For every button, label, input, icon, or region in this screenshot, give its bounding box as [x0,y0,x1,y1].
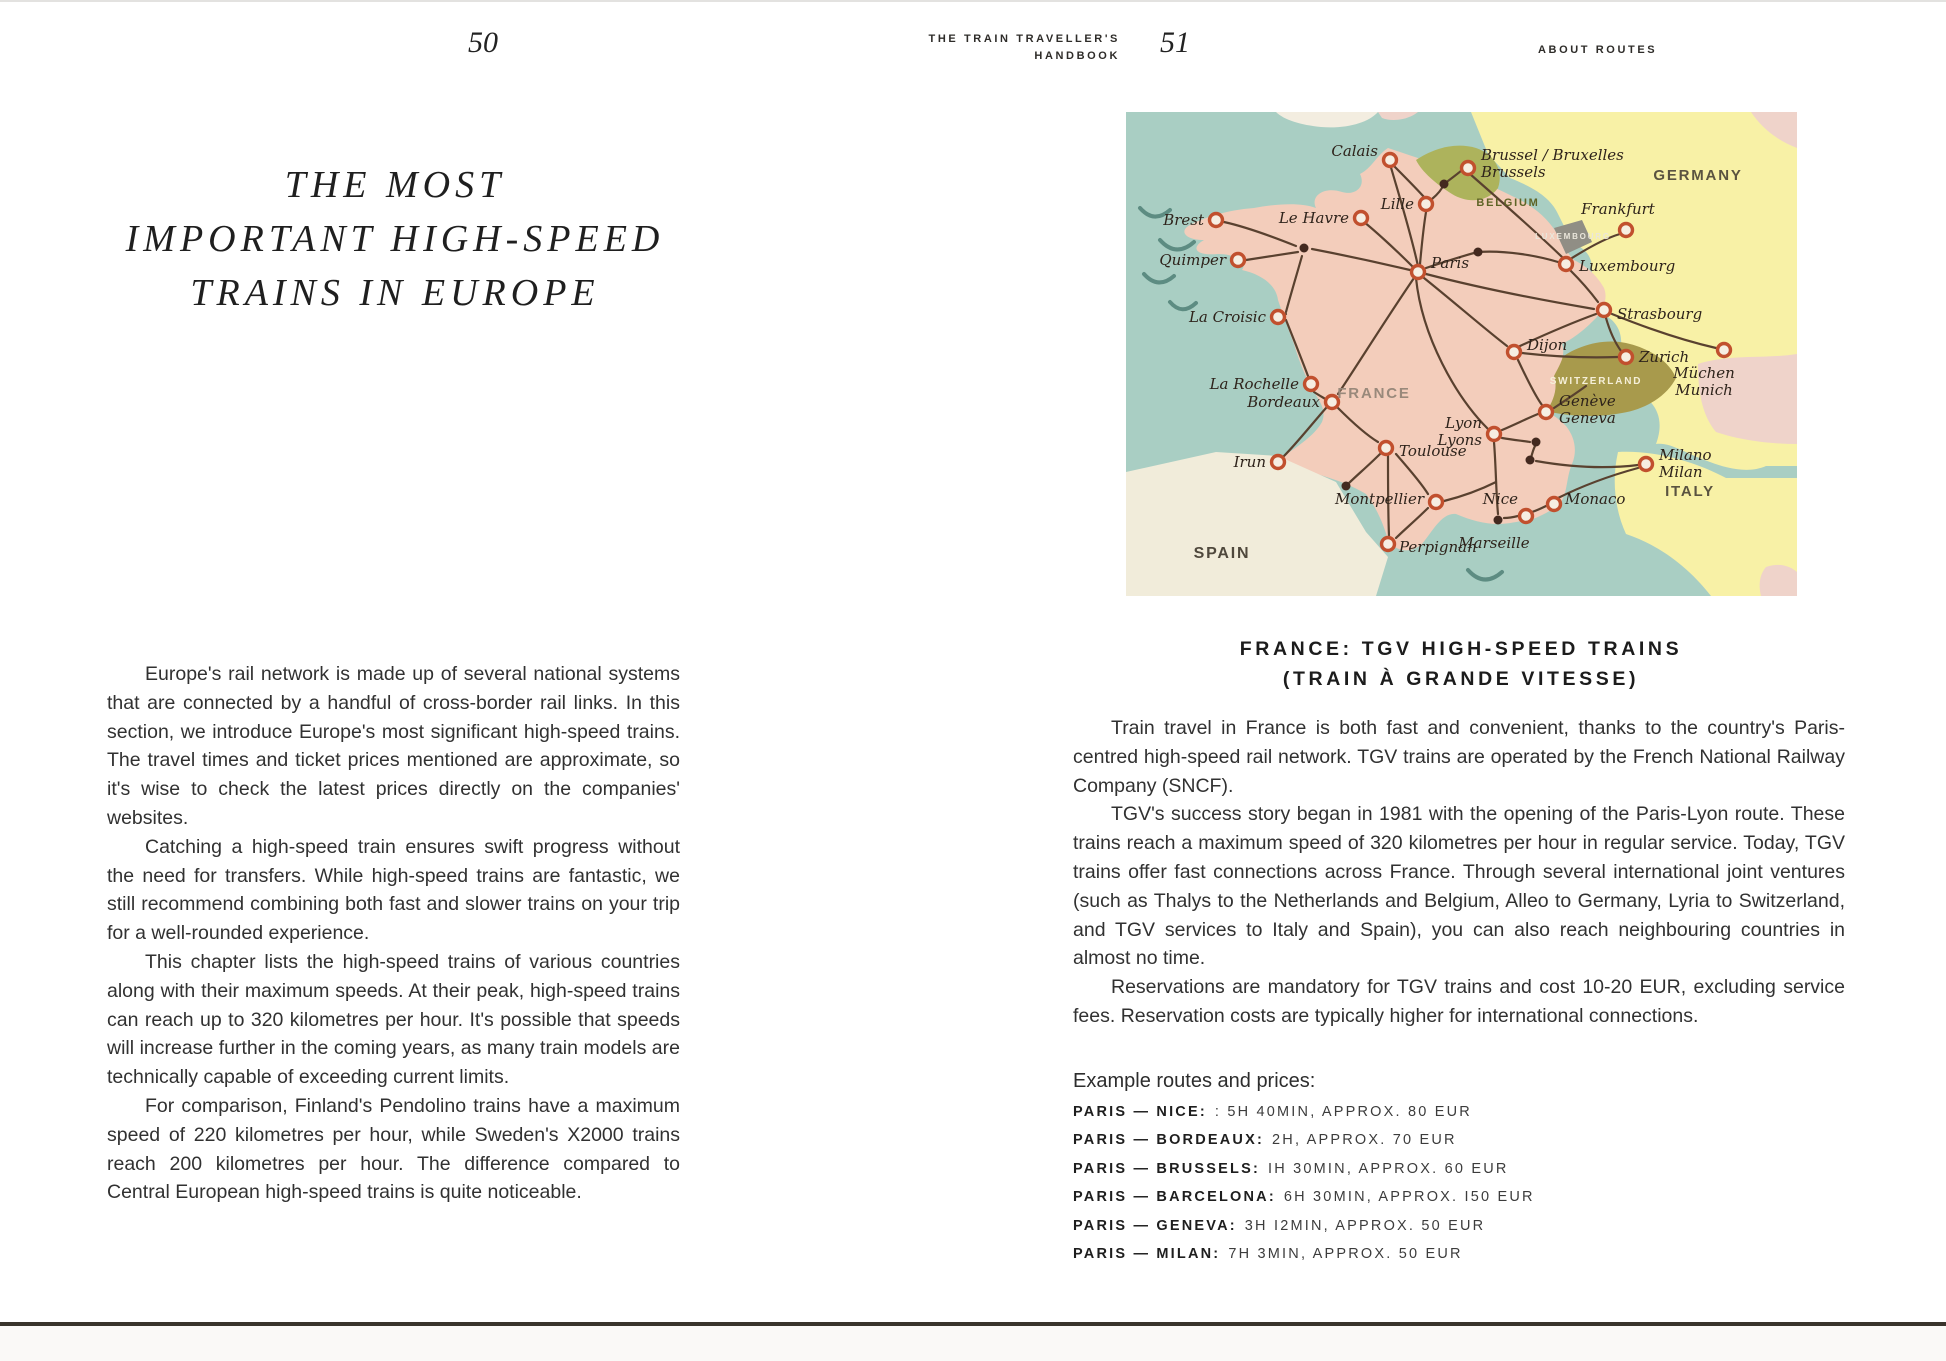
route-list [1073,1104,1845,1274]
city-ring-marker [1430,496,1443,509]
city-ring-marker [1620,351,1633,364]
page-number-right: 51 [1160,26,1190,59]
page-number-left: 50 [468,26,498,59]
city-label: Frankfurt [1581,200,1655,218]
article-title-line: THE MOST [284,164,506,206]
paragraph: This chapter lists the high-speed trains of various countries along with their maximum speeds. At their peak, high-speed trains can reach up to 320 kilometres per hour. It's possible that speeds will increase further in the coming years, as many train models are technically capable of exceeding current limits. [107,950,680,1089]
city-ring-marker [1508,346,1521,359]
city-label: Zurich [1639,348,1690,366]
city-label: Müchen Munich [1673,364,1735,399]
city-label: La Rochelle [1209,375,1299,393]
city-ring-marker [1488,428,1501,441]
country-label: SWITZERLAND [1549,376,1643,387]
city-ring-marker [1232,254,1245,267]
paragraph: Europe's rail network is made up of several national systems that are connected by a handful of cross-border rail links. In this section, we introduce Europe's most significant high-speed trains. The travel times and ticket prices mentioned are approximate, so it's wise to check the latest prices directly on the companies' websites. [107,663,680,829]
city-ring-marker [1718,344,1731,357]
france-tgv-map [1126,112,1797,596]
city-ring-marker [1620,224,1633,237]
city-label: Toulouse [1399,442,1467,460]
route-row [1073,1104,1845,1132]
city-label: Monaco [1565,490,1626,508]
city-dot-marker [1440,180,1449,189]
city-label: Le Havre [1278,209,1349,227]
city-ring-marker [1305,378,1318,391]
route-details: : 5H 40MIN, APPROX. 80 EUR [1214,1104,1472,1120]
city-label: Lille [1380,195,1414,213]
route-details: IH 30MIN, APPROX. 60 EUR [1267,1160,1509,1177]
city-ring-marker [1640,458,1653,471]
country-label: GERMANY [1653,167,1743,184]
route-row [1073,1246,1845,1274]
map-heading-line1: FRANCE: TGV HIGH-SPEED TRAINS [1239,638,1683,660]
city-ring-marker [1272,456,1285,469]
city-label: Milano Milan [1659,446,1712,481]
route-label: PARIS — NICE: [1073,1104,1207,1120]
section-label: ABOUT ROUTES [1538,44,1658,56]
paragraph: TGV's success story began in 1981 with the opening of the Paris-Lyon route. These trains reach a maximum speed of 320 kilometres per hour in regular service. Today, TGV trains offer fast connections across France. Through several international joint ventures (such as Thalys to the Netherlands and Belgium, Alleo to Germany, Lyria to Switzerland, and TGV services to Italy and Spain), you can also reach neighbouring countries in almost no time. [1073,803,1845,970]
route-row [1073,1189,1845,1217]
page-top-edge [0,0,1946,2]
route-label: PARIS — GENEVA: [1073,1217,1237,1234]
city-ring-marker [1462,162,1475,175]
route-details: 2H, APPROX. 70 EUR [1272,1132,1457,1149]
routes-intro: Example routes and prices: [1073,1070,1316,1092]
city-dot-marker [1342,482,1351,491]
city-ring-marker [1540,406,1553,419]
below-page-area [0,1326,1946,1361]
country-label: SPAIN [1193,545,1251,562]
city-label: Montpellier [1335,490,1424,508]
city-ring-marker [1548,498,1561,511]
city-ring-marker [1384,154,1397,167]
route-details: 7H 3MIN, APPROX. 50 EUR [1228,1245,1463,1262]
city-label: Bordeaux [1247,393,1320,411]
article-title-line: TRAINS IN EUROPE [190,272,600,314]
city-ring-marker [1382,538,1395,551]
paragraph: Reservations are mandatory for TGV trains and cost 10-20 EUR, excluding service fees. Reservation costs are typically higher for international connections. [1073,976,1845,1027]
book-title-line1: THE TRAIN TRAVELLER'S [928,33,1120,45]
route-label: PARIS — MILAN: [1073,1245,1221,1262]
route-label: PARIS — BORDEAUX: [1073,1132,1265,1149]
city-dot-marker [1526,456,1535,465]
city-ring-marker [1210,214,1223,227]
route-label: PARIS — BARCELONA: [1073,1189,1276,1206]
city-label: Calais [1331,142,1378,160]
city-ring-marker [1355,212,1368,225]
city-label: Marseille [1458,534,1530,552]
city-dot-marker [1300,244,1309,253]
city-label: Dijon [1527,336,1568,354]
country-label: BELGIUM [1476,197,1540,209]
city-ring-marker [1272,311,1285,324]
article-title [95,158,695,320]
city-label: Lyon Lyons [1437,414,1482,449]
city-dot-marker [1494,516,1503,525]
article-title-line: IMPORTANT HIGH-SPEED [125,218,665,260]
route-row [1073,1161,1845,1189]
city-ring-marker [1380,442,1393,455]
city-label: Irun [1233,453,1266,471]
city-label: Luxembourg [1579,257,1676,275]
map-heading-line2: (TRAIN À GRANDE VITESSE) [1282,668,1640,690]
body-text-right [1073,714,1845,1031]
country-label: LUXEMBOURG [1535,232,1611,241]
city-ring-marker [1520,510,1533,523]
route-details: 6H 30MIN, APPROX. I50 EUR [1283,1189,1535,1206]
city-ring-marker [1412,266,1425,279]
route-row [1073,1218,1845,1246]
paragraph: Train travel in France is both fast and convenient, thanks to the country's Paris-centred high-speed rail network. TGV trains are operated by the French National Railway Company (SNCF). [1073,717,1845,797]
paragraph: Catching a high-speed train ensures swift progress without the need for transfers. While high-speed trains are fantastic, we still recommend combining both fast and slower trains on your trip for a well-rounded experience. [107,835,680,945]
map-of-france [1126,112,1797,596]
city-ring-marker [1420,198,1433,211]
city-label: Nice [1482,490,1518,508]
map-pink-se [1760,565,1797,596]
city-ring-marker [1560,258,1573,271]
city-label: Brussel / Bruxelles Brussels [1481,146,1624,181]
city-ring-marker [1598,304,1611,317]
book-title-line2: HANDBOOK [1034,50,1120,62]
route-details: 3H I2MIN, APPROX. 50 EUR [1244,1217,1486,1234]
city-dot-marker [1532,438,1541,447]
paragraph: For comparison, Finland's Pendolino trains have a maximum speed of 220 kilometres per hour, while Sweden's X2000 trains reach 200 kilometres per hour. The difference compared to Central European high-speed trains is quite noticeable. [107,1094,680,1204]
body-text-left [107,660,680,1207]
city-label: Paris [1431,254,1470,272]
city-label: Strasbourg [1617,305,1703,323]
route-row [1073,1132,1845,1160]
city-label: Quimper [1159,251,1226,269]
map-heading [1076,634,1846,694]
city-label: Perpignan [1399,538,1477,556]
city-label: La Croisic [1188,308,1266,326]
city-label: Genève Geneva [1559,392,1616,427]
country-label: ITALY [1665,483,1715,500]
route-label: PARIS — BRUSSELS: [1073,1160,1260,1177]
city-dot-marker [1474,248,1483,257]
country-label: FRANCE [1337,385,1411,402]
book-title [885,31,1120,65]
city-label: Brest [1163,211,1204,229]
